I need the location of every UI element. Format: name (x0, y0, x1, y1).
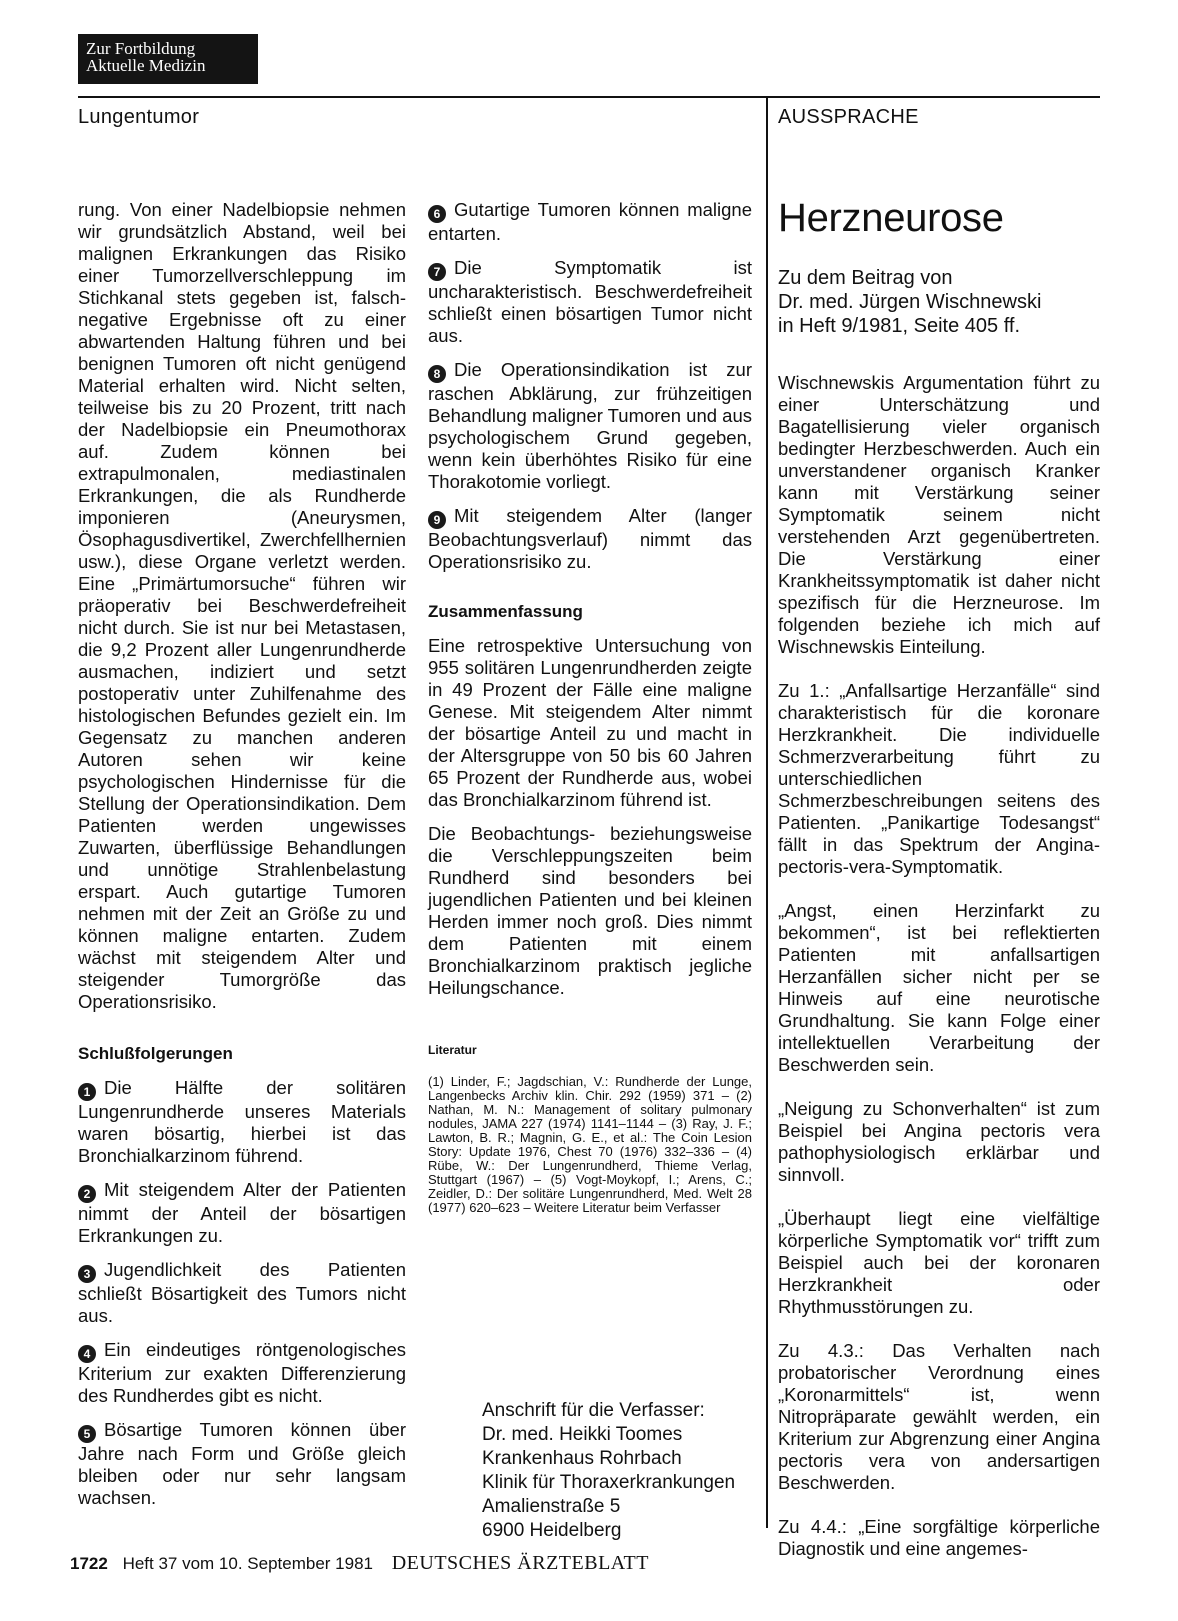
page-footer (70, 1552, 649, 1575)
address-line: Klinik für Thoraxerkrankungen (482, 1472, 736, 1493)
reference-line: in Heft 9/1981, Seite 405 ff. (778, 315, 1021, 337)
col1-paragraph: rung. Von einer Nadelbiopsie nehmen wir grundsätzlich Abstand, weil bei malignen Erkrankungen das Risiko einer Tumorzellverschleppung im Stichkanal stets gegeben ist, falsch-negative Ergebnisse oft zu einer abwartenden Haltung führen und bei benignen Tumoren oft nicht genügend Material erhalten wird. Nicht selten, teilweise bis zu 20 Prozent, tritt nach der Nadelbiopsie ein Pneumothorax auf. Zudem können bei extrapulmonalen, mediastinalen Erkrankungen, die als Rundherde imponieren (Aneurysmen, Ösophagusdivertikel, Zwerchfellhernien usw.), diese Organe verletzt werden. Eine „Primärtumorsuche“ führen wir präoperativ bei Beschwerdefreiheit nicht durch. Sie ist nur bei Metastasen, die 9,2 Prozent aller Lungenrundherde ausmachen, indiziert und setzt postoperativ unter Zuhilfenahme des histologischen Befundes gezielt ein. Im Gegensatz zu manchen anderen Autoren sehen wir keine psychologischen Hindernisse für die Stellung der Operationsindikation. Dem Patienten werden ungewisses Zuwarten, überflüssige Behandlungen und unnötige Strahlenbelastung erspart. Auch gutartige Tumoren nehmen mit der Zeit an Größe zu und können maligne entarten. Zudem wächst mit steigendem Alter und steigender Tumorgröße das Operationsrisiko. (78, 199, 406, 1012)
conclusion-item (78, 1179, 406, 1247)
conclusion-item (78, 1259, 406, 1327)
badge-line-1: Zur Fortbildung (86, 39, 196, 58)
issue-info: Heft 37 vom 10. September 1981 (122, 1554, 373, 1573)
number-badge-icon: 6 (428, 205, 446, 223)
body-paragraph: „Neigung zu Schonverhalten“ ist zum Beispiel bei Angina pectoris vera pathophysiologisch erklärbar und sinnvoll. (778, 1098, 1100, 1185)
number-badge-icon: 2 (78, 1185, 96, 1203)
header-rule (78, 96, 1100, 98)
address-line: Dr. med. Heikki Toomes (482, 1424, 683, 1445)
summary-heading: Zusammenfassung (428, 602, 583, 621)
body-paragraph: Zu 1.: „Anfallsartige Herzanfälle“ sind charakteristisch für die koronare Herzkrankheit. Die individuelle Schmerzverarbeitung führt zu unterschiedlichen Schmerzbeschreibungen seitens des Patienten. „Panikartige Todesangst“ fällt in das Spektrum der Angina-pectoris-vera-Symptomatik. (778, 680, 1100, 877)
number-badge-icon: 7 (428, 263, 446, 281)
summary-paragraph-2: Die Beobachtungs- beziehungsweise die Verschleppungszeiten beim Rundherd sind besonders bei jugendlichen Patienten und bei kleinen Herden immer noch groß. Dies nimmt dem Patienten mit einem Bronchialkarzinom praktisch jegliche Heilungschance. (428, 823, 752, 998)
conclusion-text: Mit steigendem Alter (langer Beobachtungsverlauf) nimmt das Operationsrisiko zu. (428, 505, 752, 572)
conclusion-text: Bösartige Tumoren können über Jahre nach Form und Größe gleich bleiben oder nur sehr langsam wachsen. (78, 1419, 406, 1508)
column-divider (766, 98, 768, 1528)
conclusion-item (78, 1419, 406, 1509)
conclusion-text: Die Hälfte der solitären Lungenrundherde unseres Materials waren bösartig, hierbei ist das Bronchialkarzinom führend. (78, 1077, 406, 1166)
reference-line: Zu dem Beitrag von (778, 267, 953, 289)
number-badge-icon: 8 (428, 365, 446, 383)
journal-brand: DEUTSCHES ÄRZTEBLATT (391, 1552, 649, 1574)
number-badge-icon: 1 (78, 1083, 96, 1101)
conclusion-item (428, 257, 752, 347)
author-address (482, 1399, 735, 1543)
number-badge-icon: 3 (78, 1265, 96, 1283)
column-3 (778, 196, 1100, 1560)
literature-heading: Literatur (428, 1043, 477, 1057)
address-line: 6900 Heidelberg (482, 1520, 622, 1541)
conclusion-item (428, 505, 752, 573)
address-line: Krankenhaus Rohrbach (482, 1448, 682, 1469)
column-1 (78, 199, 406, 1521)
section-title-right: AUSSPRACHE (778, 106, 919, 128)
conclusion-text: Mit steigendem Alter der Patienten nimmt der Anteil der bösartigen Erkrankungen zu. (78, 1179, 406, 1246)
conclusion-text: Die Symptomatik ist uncharakteristisch. Beschwerdefreiheit schließt einen bösartigen Tumor nicht aus. (428, 257, 752, 346)
conclusion-item (78, 1077, 406, 1167)
conclusion-text: Jugendlichkeit des Patienten schließt Bösartigkeit des Tumors nicht aus. (78, 1259, 406, 1326)
conclusion-text: Ein eindeutiges röntgenologisches Kriterium zur exakten Differenzierung des Rundherdes gibt es nicht. (78, 1339, 406, 1406)
article-reference (778, 266, 1100, 338)
summary-paragraph-1: Eine retrospektive Untersuchung von 955 solitären Lungenrundherden zeigte in 49 Prozent der Fälle eine maligne Genese. Mit steigendem Alter nimmt der bösartige Anteil zu und macht in der Altersgruppe von 50 bis 60 Jahren 65 Prozent der Rundherde aus, wobei das Bronchialkarzinom führend ist. (428, 635, 752, 810)
column-2 (428, 199, 752, 1215)
body-paragraph: Wischnewskis Argumentation führt zu einer Unterschätzung und Bagatellisierung vieler organisch bedingter Herzbeschwerden. Auch ein unverstandener organisch Kranker kann mit Verstärkung seiner Symptomatik seinem nicht verstehenden Arzt gegenübertreten. Die Verstärkung einer Krankheitssymptomatik ist daher nicht spezifisch für die Herzneurose. Im folgenden beziehe ich mich auf Wischnewskis Einteilung. (778, 372, 1100, 657)
reference-line: Dr. med. Jürgen Wischnewski (778, 291, 1042, 313)
article-headline: Herzneurose (778, 196, 1004, 240)
page-number: 1722 (70, 1554, 108, 1573)
section-title-left: Lungentumor (78, 106, 200, 128)
literature-list: (1) Linder, F.; Jagdschian, V.: Rundherde der Lunge, Langenbecks Archiv klin. Chir. 292 (1959) 371 – (2) Nathan, M. N.: Management of solitary pulmonary nodules, JAMA 227 (1974) 1141–1144 – (3) Ray, J. F.; Lawton, B. R.; Magnin, G. E., et al.: The Coin Lesion Story: Update 1976, Chest 70 (1976) 332–336 – (4) Rübe, W.: Der Lungenrundherd, Thieme Verlag, Stuttgart (1967) – (5) Vogt-Moykopf, I.; Arens, C.; Zeidler, D.: Der solitäre Lungenrundherd, Med. Welt 28 (1977) 620–623 – Weitere Literatur beim Verfasser (428, 1074, 752, 1215)
number-badge-icon: 4 (78, 1345, 96, 1363)
body-paragraph: Zu 4.4.: „Eine sorgfältige körperliche Diagnostik und eine angemes- (778, 1516, 1100, 1559)
conclusion-text: Gutartige Tumoren können maligne entarten. (428, 199, 752, 244)
body-paragraph: „Angst, einen Herzinfarkt zu bekommen“, ist bei reflektierten Patienten mit anfallsartigen Herzanfällen sicher nicht per se Hinweis auf eine neurotische Grundhaltung. Sie kann Folge einer intellektuellen Verarbeitung der Beschwerden sein. (778, 900, 1100, 1075)
number-badge-icon: 9 (428, 511, 446, 529)
body-paragraph: Zu 4.3.: Das Verhalten nach probatorischer Verordnung eines „Koronarmittels“ ist, wenn Nitropräparate gewählt werden, ein Kriterium zur Abgrenzung einer Angina pectoris vera von andersartigen Beschwerden. (778, 1340, 1100, 1493)
address-line: Anschrift für die Verfasser: (482, 1400, 705, 1421)
conclusion-text: Die Operationsindikation ist zur raschen Abklärung, zur frühzeitigen Behandlung maligner Tumoren und aus psychologischem Grund gegeben, wenn kein überhöhtes Risiko für eine Thorakotomie vorliegt. (428, 359, 752, 492)
conclusion-item (78, 1339, 406, 1407)
badge-line-2: Aktuelle Medizin (86, 56, 206, 75)
number-badge-icon: 5 (78, 1425, 96, 1443)
section-badge (78, 34, 258, 84)
body-paragraph: „Überhaupt liegt eine vielfältige körperliche Symptomatik vor“ trifft zum Beispiel auch bei der koronaren Herzkrankheit oder Rhythmusstörungen zu. (778, 1208, 1100, 1317)
conclusion-item (428, 199, 752, 245)
address-line: Amalienstraße 5 (482, 1496, 621, 1517)
conclusions-heading: Schlußfolgerungen (78, 1044, 233, 1063)
conclusion-item (428, 359, 752, 493)
